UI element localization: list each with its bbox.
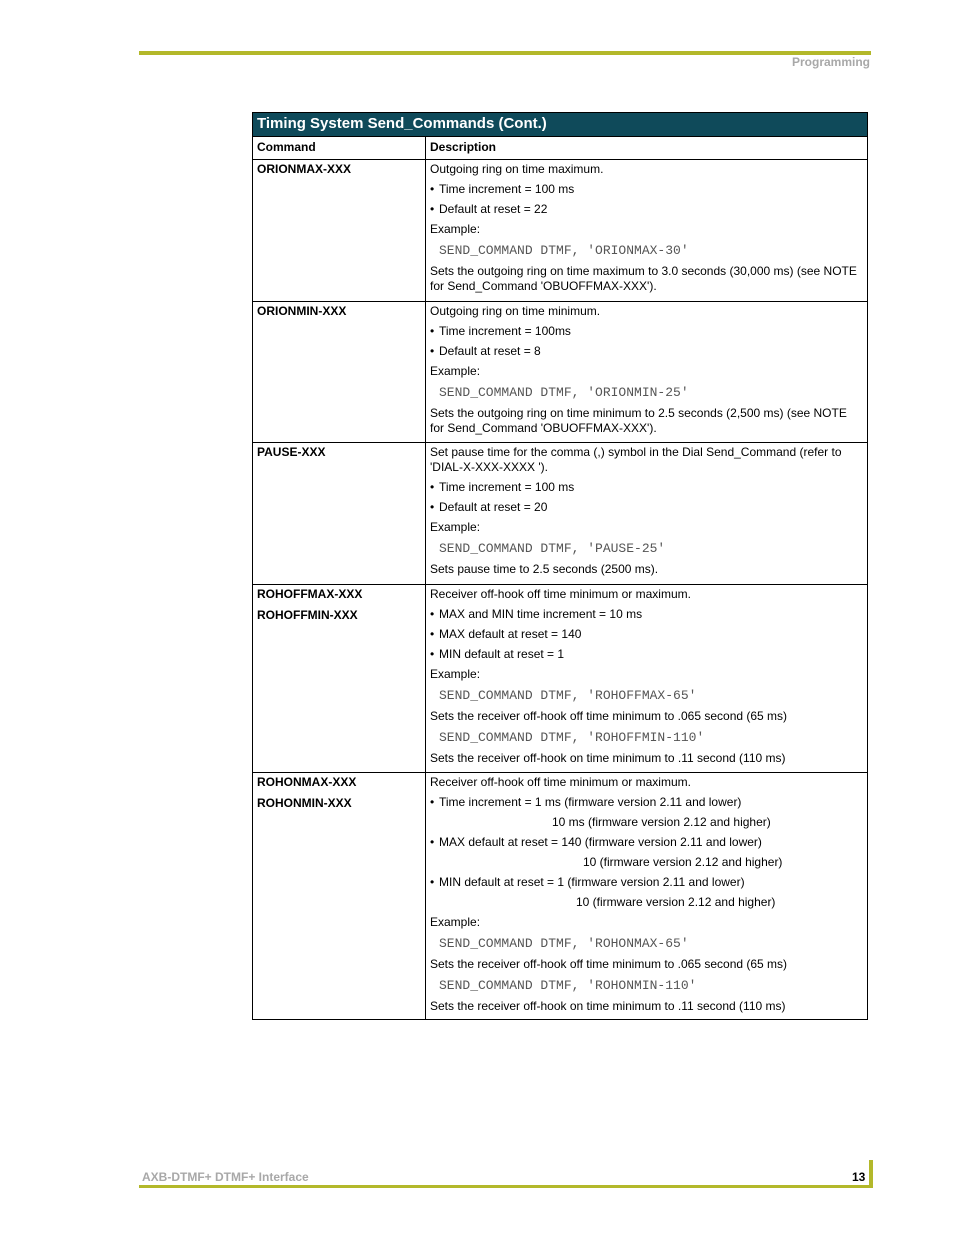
bullet-continuation: 10 ms (firmware version 2.12 and higher) <box>552 815 771 829</box>
command-name: ORIONMAX-XXX <box>257 162 352 176</box>
bottom-rule <box>139 1185 871 1188</box>
command-cell <box>253 302 426 442</box>
table-row <box>253 585 867 773</box>
example-note: Sets pause time to 2.5 seconds (2500 ms). <box>430 562 659 576</box>
description-bullet: • Time increment = 100 ms <box>430 182 575 196</box>
description-intro: Receiver off-hook off time minimum or maximum. <box>430 587 691 601</box>
timing-commands-table <box>252 112 868 1020</box>
example-note: Sets the receiver off-hook off time minimum to .065 second (65 ms) <box>430 957 788 971</box>
description-bullet: • MIN default at reset = 1 <box>430 647 565 661</box>
table-row <box>253 302 867 443</box>
description-bullet: • MAX default at reset = 140 (firmware version 2.11 and lower) <box>430 835 762 849</box>
section-label: Programming <box>791 55 870 69</box>
example-code: SEND_COMMAND DTMF, 'ORIONMIN-25' <box>439 385 689 400</box>
description-intro: Receiver off-hook off time minimum or maximum. <box>430 775 691 789</box>
example-code: SEND_COMMAND DTMF, 'ROHOFFMAX-65' <box>439 688 697 703</box>
description-bullet: • Default at reset = 22 <box>430 202 548 216</box>
description-cell <box>426 773 867 1019</box>
example-note: Sets the receiver off-hook on time minimum to .11 second (110 ms) <box>430 999 786 1013</box>
command-name: ORIONMIN-XXX <box>257 304 347 318</box>
example-label: Example: <box>430 915 481 929</box>
command-name: ROHOFFMAX-XXX <box>257 587 363 601</box>
command-name: ROHOFFMIN-XXX <box>257 608 358 622</box>
description-cell <box>426 160 867 301</box>
command-name: ROHONMIN-XXX <box>257 796 352 810</box>
example-code: SEND_COMMAND DTMF, 'ORIONMAX-30' <box>439 243 689 258</box>
description-bullet: • Default at reset = 20 <box>430 500 548 514</box>
table-row <box>253 160 867 302</box>
description-bullet: • MAX default at reset = 140 <box>430 627 582 641</box>
bullet-continuation: 10 (firmware version 2.12 and higher) <box>576 895 776 909</box>
example-label: Example: <box>430 520 481 534</box>
example-label: Example: <box>430 364 481 378</box>
description-bullet: • Time increment = 100ms <box>430 324 571 338</box>
description-cell <box>426 443 867 584</box>
column-header-description: Description <box>430 140 497 154</box>
table-row <box>253 773 867 1019</box>
description-cell <box>426 585 867 772</box>
example-code: SEND_COMMAND DTMF, 'ROHOFFMIN-110' <box>439 730 705 745</box>
description-bullet: • Time increment = 1 ms (firmware version 2.11 and lower) <box>430 795 742 809</box>
description-intro: Outgoing ring on time maximum. <box>430 162 604 176</box>
description-intro: Outgoing ring on time minimum. <box>430 304 601 318</box>
page-number: 13 <box>852 1170 866 1184</box>
table-header-row <box>253 137 867 160</box>
bullet-continuation: 10 (firmware version 2.12 and higher) <box>583 855 783 869</box>
command-cell <box>253 443 426 584</box>
example-note: Sets the outgoing ring on time maximum to 3.0 seconds (30,000 ms) (see NOTE for Send_Command 'OBUOFFMAX-XXX'). <box>430 264 857 293</box>
top-rule <box>139 51 871 55</box>
example-note: Sets the outgoing ring on time minimum to 2.5 seconds (2,500 ms) (see NOTE for Send_Command 'OBUOFFMAX-XXX'). <box>430 406 847 435</box>
example-note: Sets the receiver off-hook off time minimum to .065 second (65 ms) <box>430 709 788 723</box>
description-bullet: • MAX and MIN time increment = 10 ms <box>430 607 643 621</box>
description-bullet: • Default at reset = 8 <box>430 344 541 358</box>
table-row <box>253 443 867 585</box>
command-cell <box>253 585 426 772</box>
command-cell <box>253 773 426 1019</box>
example-code: SEND_COMMAND DTMF, 'ROHONMAX-65' <box>439 936 689 951</box>
example-note: Sets the receiver off-hook on time minimum to .11 second (110 ms) <box>430 751 786 765</box>
example-label: Example: <box>430 667 481 681</box>
command-name: PAUSE-XXX <box>257 445 326 459</box>
description-bullet: • MIN default at reset = 1 (firmware version 2.11 and lower) <box>430 875 745 889</box>
command-cell <box>253 160 426 301</box>
example-code: SEND_COMMAND DTMF, 'ROHONMIN-110' <box>439 978 697 993</box>
description-intro: Set pause time for the comma (,) symbol in the Dial Send_Command (refer to 'DIAL-X-XXX-XXXX '). <box>430 445 842 474</box>
example-code: SEND_COMMAND DTMF, 'PAUSE-25' <box>439 541 666 556</box>
description-bullet: • Time increment = 100 ms <box>430 480 575 494</box>
command-name: ROHONMAX-XXX <box>257 775 357 789</box>
description-cell <box>426 302 867 442</box>
example-label: Example: <box>430 222 481 236</box>
page-edge-marker <box>869 1160 873 1188</box>
table-title: Timing System Send_Commands (Cont.) <box>253 113 867 137</box>
column-header-command: Command <box>253 137 426 159</box>
footer-doc-title: AXB-DTMF+ DTMF+ Interface <box>142 1170 309 1184</box>
